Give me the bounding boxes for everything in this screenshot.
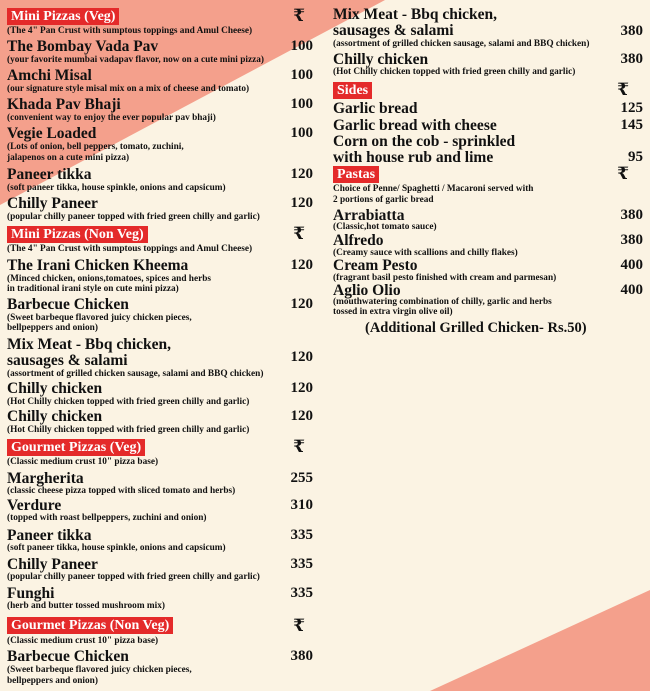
- item-price: 380: [620, 51, 643, 67]
- item-description: (mouthwatering combination of chilly, garlic and herbs: [333, 297, 552, 307]
- item-name-line2: with house rub and lime: [333, 149, 494, 166]
- rupee-icon: ₹: [293, 437, 305, 456]
- item-description: (soft paneer tikka, house spinkle, onions and capsicum): [7, 183, 226, 193]
- section-header-sides: Sides: [333, 82, 372, 99]
- item-name: Mix Meat - Bbq chicken,: [333, 6, 498, 23]
- item-description: (Hot Chilly chicken topped with fried green chilly and garlic): [333, 67, 576, 77]
- item-name: Arrabiatta: [333, 207, 405, 224]
- item-description: (Creamy sauce with scallions and chilly flakes): [333, 248, 518, 258]
- item-description: (fragrant basil pesto finished with cream and parmesan): [333, 273, 557, 283]
- item-price: 120: [290, 380, 313, 396]
- item-description: (Lots of onion, bell peppers, tomato, zuchini,: [7, 142, 184, 152]
- additional-chicken-note: (Additional Grilled Chicken- Rs.50): [365, 320, 587, 336]
- bottom-right-salmon-triangle: [430, 590, 650, 691]
- item-name: Garlic bread with cheese: [333, 117, 497, 134]
- item-description: (topped with roast bellpeppers, zuchini and onion): [7, 513, 207, 523]
- item-description: (Sweet barbeque flavored juicy chicken pieces,: [7, 313, 192, 323]
- item-price: 100: [290, 67, 313, 83]
- item-price: 335: [290, 527, 313, 543]
- item-price: 125: [620, 100, 643, 116]
- item-price: 120: [290, 166, 313, 182]
- item-price: 120: [290, 349, 313, 365]
- item-price: 380: [620, 23, 643, 39]
- item-name: Paneer tikka: [7, 527, 92, 544]
- rupee-icon: ₹: [617, 80, 629, 99]
- item-description: (Minced chicken, onions,tomatoes, spices and herbs: [7, 274, 212, 284]
- section-header-mini-pizzas-veg: Mini Pizzas (Veg): [7, 8, 119, 25]
- item-description: (your favorite mumbai vadapav flavor, now on a cute mini pizza): [7, 55, 264, 65]
- item-price: 100: [290, 38, 313, 54]
- item-description: (popular chilly paneer topped with fried green chilly and garlic): [7, 212, 260, 222]
- item-name: Margherita: [7, 470, 84, 487]
- section-header-gourmet-pizzas-non-veg: Gourmet Pizzas (Non Veg): [7, 617, 173, 634]
- item-name: Amchi Misal: [7, 67, 92, 84]
- item-name: Cream Pesto: [333, 257, 418, 274]
- item-description: bellpeppers and onion): [7, 323, 98, 333]
- item-description: (popular chilly paneer topped with fried green chilly and garlic): [7, 572, 260, 582]
- item-description: (assortment of grilled chicken sausage, salami and BBQ chicken): [7, 369, 264, 379]
- section-header-pastas: Pastas: [333, 166, 379, 183]
- rupee-icon: ₹: [617, 164, 629, 183]
- item-description: tossed in extra virgin olive oil): [333, 307, 453, 317]
- item-name-line2: sausages & salami: [7, 352, 128, 369]
- item-name: Vegie Loaded: [7, 125, 97, 142]
- item-price: 380: [620, 207, 643, 223]
- item-description: (Sweet barbeque flavored juicy chicken pieces,: [7, 665, 192, 675]
- item-description: (soft paneer tikka, house spinkle, onions and capsicum): [7, 543, 226, 553]
- item-price: 120: [290, 257, 313, 273]
- item-price: 100: [290, 125, 313, 141]
- item-name: Alfredo: [333, 232, 384, 249]
- item-name: Aglio Olio: [333, 282, 401, 299]
- item-name-line2: sausages & salami: [333, 22, 454, 39]
- section-header-mini-pizzas-non-veg: Mini Pizzas (Non Veg): [7, 226, 148, 243]
- item-name: Chilly chicken: [7, 408, 103, 425]
- item-description: (our signature style misal mix on a mix of cheese and tomato): [7, 84, 250, 94]
- item-name: Chilly chicken: [7, 380, 103, 397]
- item-name: Mix Meat - Bbq chicken,: [7, 336, 172, 353]
- item-price: 380: [620, 232, 643, 248]
- item-price: 120: [290, 195, 313, 211]
- section-header-gourmet-pizzas-veg: Gourmet Pizzas (Veg): [7, 439, 145, 456]
- item-price: 100: [290, 96, 313, 112]
- item-name: Barbecue Chicken: [7, 648, 129, 665]
- item-name: The Bombay Vada Pav: [7, 38, 159, 55]
- item-description: bellpeppers and onion): [7, 676, 98, 686]
- section-note: Choice of Penne/ Spaghetti / Macaroni served with: [333, 184, 534, 194]
- item-description: (herb and butter tossed mushroom mix): [7, 601, 165, 611]
- item-description: (Hot Chilly chicken topped with fried green chilly and garlic): [7, 425, 250, 435]
- item-name: Chilly Paneer: [7, 556, 98, 573]
- section-note: (Classic medium crust 10" pizza base): [7, 457, 159, 467]
- item-price: 120: [290, 408, 313, 424]
- rupee-icon: ₹: [293, 6, 305, 25]
- item-description: (classic cheese pizza topped with sliced tomato and herbs): [7, 486, 236, 496]
- item-name: Chilly Paneer: [7, 195, 98, 212]
- item-description: (convenient way to enjoy the ever popular pav bhaji): [7, 113, 216, 123]
- item-name: Khada Pav Bhaji: [7, 96, 121, 113]
- item-name: Chilly chicken: [333, 51, 429, 68]
- rupee-icon: ₹: [293, 224, 305, 243]
- item-name: Paneer tikka: [7, 166, 92, 183]
- section-note: (The 4" Pan Crust with sumptous toppings and Amul Cheese): [7, 26, 253, 36]
- item-name: Garlic bread: [333, 100, 418, 117]
- item-price: 255: [290, 470, 313, 486]
- item-price: 335: [290, 556, 313, 572]
- section-note: (Classic medium crust 10" pizza base): [7, 636, 159, 646]
- item-price: 400: [620, 282, 643, 298]
- item-description: jalapenos on a cute mini pizza): [7, 153, 130, 163]
- item-description: (assortment of grilled chicken sausage, salami and BBQ chicken): [333, 39, 590, 49]
- item-price: 310: [290, 497, 313, 513]
- item-price: 145: [620, 117, 643, 133]
- item-description: (Classic,hot tomato sauce): [333, 222, 437, 232]
- item-description: (Hot Chilly chicken topped with fried green chilly and garlic): [7, 397, 250, 407]
- rupee-icon: ₹: [293, 616, 305, 635]
- item-price: 335: [290, 585, 313, 601]
- section-note: 2 portions of garlic bread: [333, 195, 434, 205]
- item-price: 400: [620, 257, 643, 273]
- item-price: 380: [290, 648, 313, 664]
- item-price: 95: [628, 149, 643, 165]
- item-name: Corn on the cob - sprinkled: [333, 133, 516, 150]
- item-name: Funghi: [7, 585, 55, 602]
- item-name: The Irani Chicken Kheema: [7, 257, 189, 274]
- item-price: 120: [290, 296, 313, 312]
- section-note: (The 4" Pan Crust with sumptous toppings and Amul Cheese): [7, 244, 253, 254]
- item-description: in traditional irani style on cute mini pizza): [7, 284, 179, 294]
- item-name: Barbecue Chicken: [7, 296, 129, 313]
- item-name: Verdure: [7, 497, 62, 514]
